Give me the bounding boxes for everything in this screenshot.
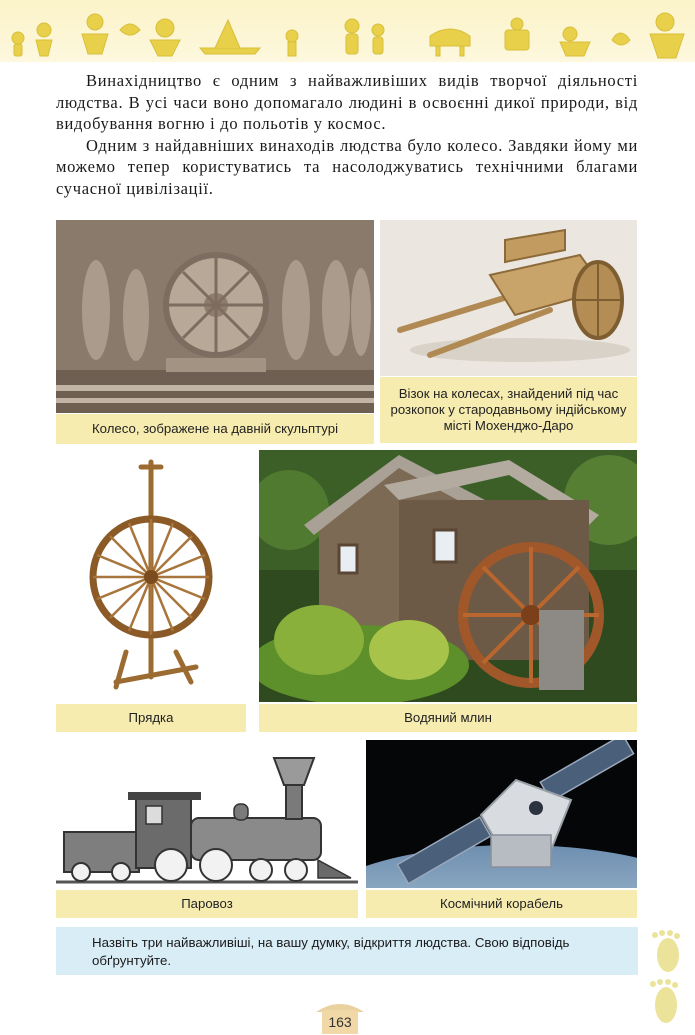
spaceship-caption: Космічний корабель (366, 890, 637, 918)
page-number-decoration (310, 1000, 370, 1035)
page-number: 163 (322, 1010, 358, 1034)
watermill-caption: Водяний млин (259, 704, 637, 732)
intro-text (56, 70, 638, 199)
sculpture-caption: Колесо, зображене на давній скульптурі (56, 414, 374, 444)
spinning-wheel-photo (56, 452, 246, 702)
cart-caption: Візок на колесах, знайдений під час розкопок у стародавньому індійському місті Мохенджо-Даро (380, 377, 637, 443)
footprints-decoration (640, 930, 695, 1035)
locomotive-caption: Паровоз (56, 890, 358, 918)
sculpture-wheel-photo (56, 220, 374, 413)
spinning-wheel-caption: Прядка (56, 704, 246, 732)
task-box: Назвіть три найважливіші, на вашу думку, відкриття людства. Свою відповідь обґрунтуйте. (56, 927, 638, 975)
spaceship-photo (366, 740, 637, 888)
cart-photo (380, 220, 637, 376)
header-decoration (0, 0, 695, 62)
watermill-photo (259, 450, 637, 702)
paragraph-1: Винахідництво є одним з найважливіших видів творчої діяльності людства. В усі часи воно допомагало людині в освоєнні дикої природи, від видобування вогню і до польотів у космос. (56, 71, 638, 133)
locomotive-photo (56, 740, 358, 888)
paragraph-2: Одним з найдавніших винаходів людства було колесо. Завдяки йому ми можемо тепер користуватись та насолоджуватись технічними благами сучасної цивілізації. (56, 135, 638, 198)
header-figures-illustration (0, 0, 695, 62)
